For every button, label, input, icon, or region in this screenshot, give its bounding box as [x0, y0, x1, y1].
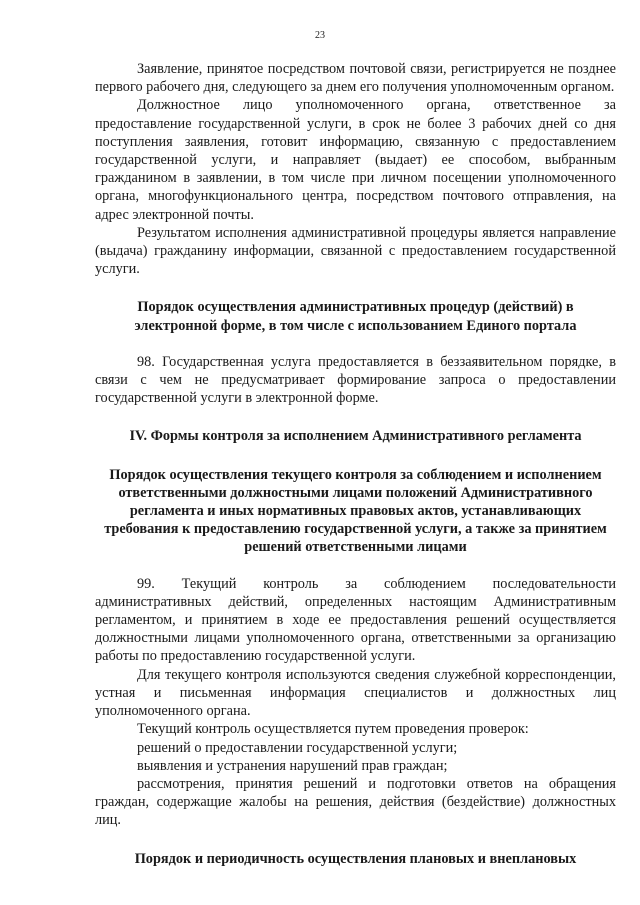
paragraph-postal-registration: Заявление, принятое посредством почтовой связи, регистрируется не позднее первого рабочего дня, следующего за днем его получения уполномоченным органом. [95, 61, 616, 96]
paragraph-official-duties: Должностное лицо уполномоченного органа, ответственное за предоставление государственной услуги, в срок не более 3 рабочих дней со дня поступления заявления, готовит информацию, связанную с предоставлением государственной услуги, и направляет (выдает) ее способом, выбранным гражданином в заявлении, в том числе при личном посещении уполномоченного органа, многофункционального центра, посредством почтового отправления, на адрес электронной почты. [95, 97, 616, 223]
heading-section-iv: IV. Формы контроля за исполнением Административного регламента [129, 428, 582, 445]
document-body [95, 60, 616, 868]
heading-electronic-procedures: Порядок осуществления административных процедур (действий) в электронной форме, в том числе с использованием Единого портала [134, 299, 577, 334]
paragraph-98: 98. Государственная услуга предоставляется в беззаявительном порядке, в связи с чем не предусматривает формирование запроса о предоставлении государственной услуги в электронной форме. [95, 353, 616, 407]
paragraph-99: 99. Текущий контроль за соблюдением последовательности административных действий, определенных настоящим Административным регламентом, и принятием в ходе ее предоставления решений осуществляется должностными лицами уполномоченного органа, ответственными за организацию работы по предоставлению государственной услуги. [95, 575, 616, 665]
heading-planned-inspections: Порядок и периодичность осуществления плановых и внеплановых [134, 850, 577, 867]
paragraph-control-checks: Текущий контроль осуществляется путем проведения проверок: [137, 721, 529, 738]
paragraph-procedure-result: Результатом исполнения административной процедуры является направление (выдача) гражданину информации, связанной с предоставлением государственной услуги. [95, 224, 616, 278]
paragraph-check-decisions: решений о предоставлении государственной услуги; [137, 739, 458, 756]
paragraph-check-violations: выявления и устранения нарушений прав граждан; [137, 757, 448, 774]
heading-current-control: Порядок осуществления текущего контроля за соблюдением и исполнением ответственными должностными лицами положений Административного регламента и иных нормативных правовых актов, устанавливающих требования к предоставлению государственной услуги, а также за принятием решений ответственными лицами [104, 466, 607, 556]
paragraph-check-appeals: рассмотрения, принятия решений и подготовки ответов на обращения граждан, содержащие жалобы на решения, действия (бездействие) должностных лиц. [95, 775, 616, 829]
paragraph-control-sources: Для текущего контроля используются сведения служебной корреспонденции, устная и письменная информация специалистов и должностных лиц уполномоченного органа. [95, 666, 616, 720]
page-number: 23 [315, 30, 325, 41]
